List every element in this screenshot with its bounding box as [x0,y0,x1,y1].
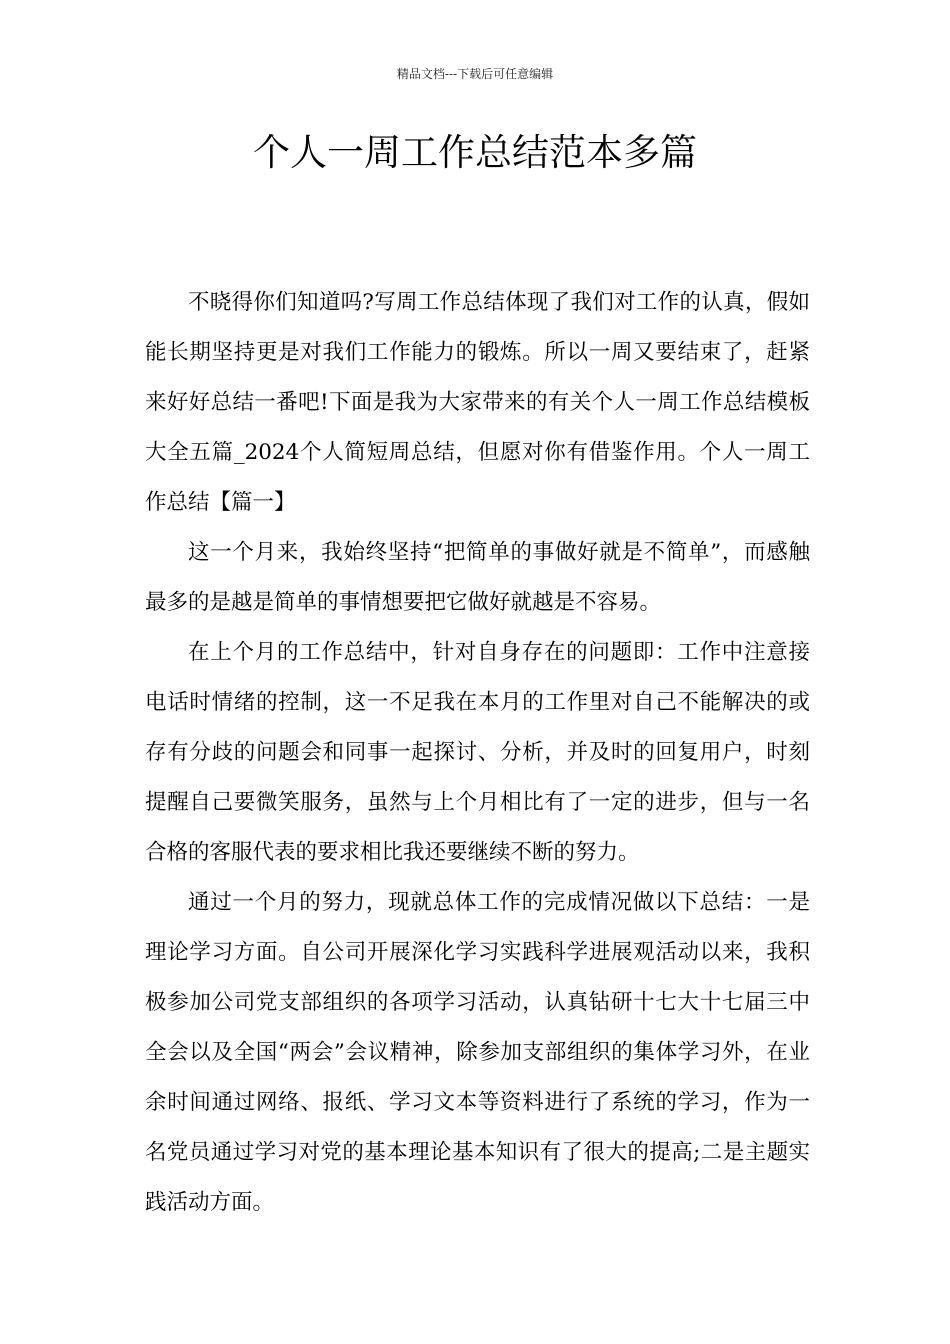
paragraph-2: 在上个月的工作总结中，针对自身存在的问题即：工作中注意接电话时情绪的控制，这一不足我在本月的工作里对自己不能解决的或存有分歧的问题会和同事一起探讨、分析，并及时的回复用户，时刻提醒自己要微笑服务，虽然与上个月相比有了一定的进步，但与一名合格的客服代表的要求相比我还要继续不断的努力。 [145,640,810,865]
paragraph-3: 通过一个月的努力，现就总体工作的完成情况做以下总结：一是理论学习方面。自公司开展深化学习实践科学进展观活动以来，我积极参加公司党支部组织的各项学习活动，认真钻研十七大十七届三中全会以及全国“两会”会议精神，除参加支部组织的集体学习外，在业余时间通过网络、报纸、学习文本等资料进行了系统的学习，作为一名党员通过学习对党的基本理论基本知识有了很大的提高;二是主题实践活动方面。 [145,890,810,1215]
document-title: 个人一周工作总结范本多篇 [253,131,697,174]
paragraph-1: 这一个月来，我始终坚持“把简单的事做好就是不简单”，而感触最多的是越是简单的事情想要把它做好就越是不容易。 [145,540,810,615]
header-note: 精品文档---下载后可任意编辑 [396,67,554,81]
paragraph-intro: 不晓得你们知道吗?写周工作总结体现了我们对工作的认真，假如能长期坚持更是对我们工作能力的锻炼。所以一周又要结束了，赶紧来好好总结一番吧!下面是我为大家带来的有关个人一周工作总结模板大全五篇_2024个人简短周总结，但愿对你有借鉴作用。个人一周工作总结【篇一】 [145,290,810,515]
document-body [145,278,810,1228]
